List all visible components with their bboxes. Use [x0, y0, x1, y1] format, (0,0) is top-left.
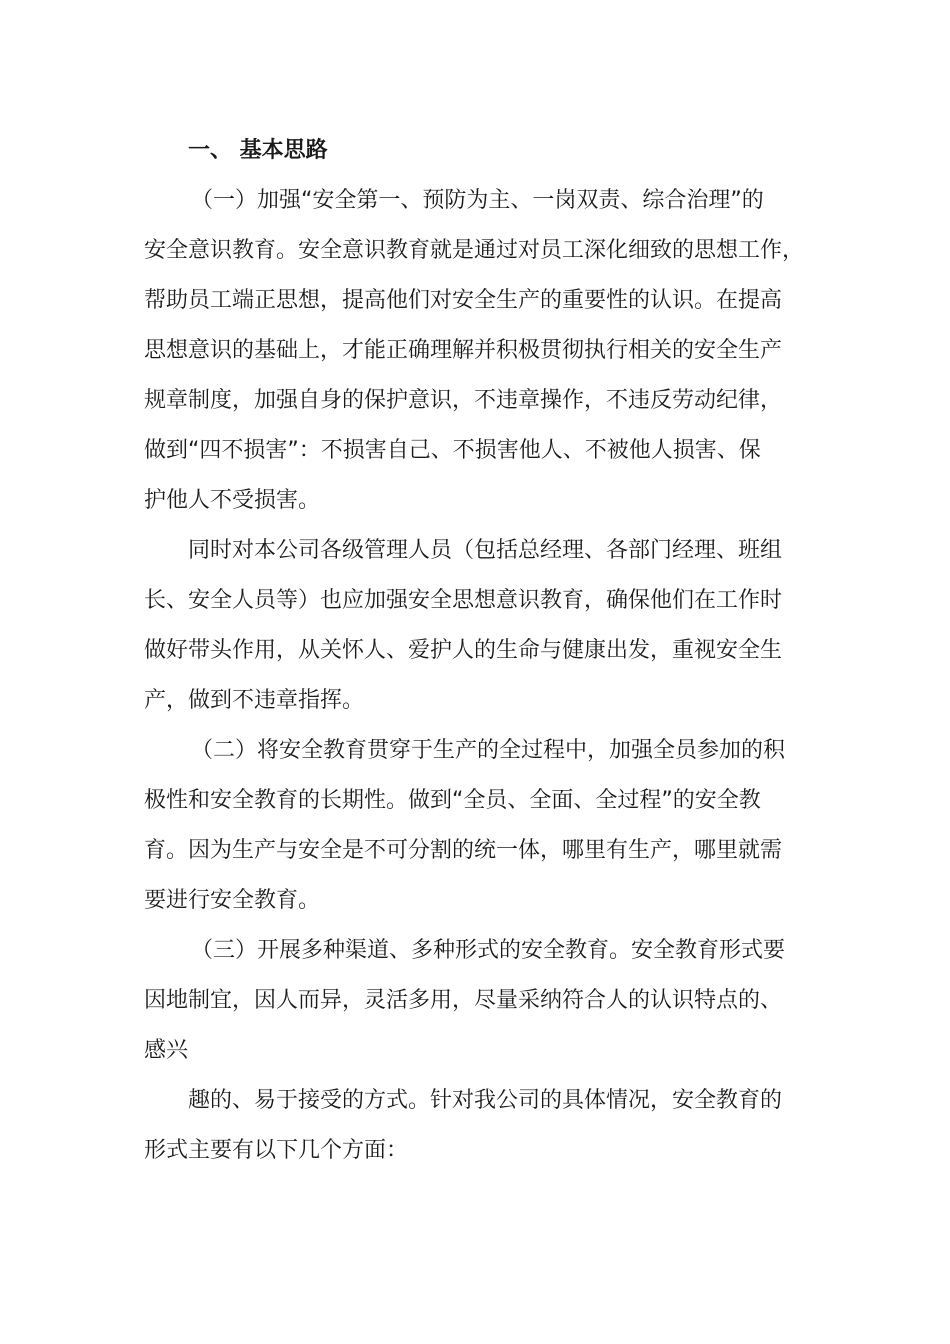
paragraph-line: （三）开展多种渠道、多种形式的安全教育。安全教育形式要 — [191, 938, 786, 963]
paragraph-line: 思想意识的基础上，才能正确理解并积极贯彻执行相关的安全生产 — [144, 338, 783, 363]
section-heading: 一、 基本思路 — [188, 138, 328, 163]
paragraph-line: 趣的、易于接受的方式。针对我公司的具体情况，安全教育的 — [188, 1088, 783, 1113]
paragraph-line: 形式主要有以下几个方面： — [144, 1138, 409, 1163]
paragraph-line: 产，做到不违章指挥。 — [144, 688, 365, 713]
paragraph-line: 护他人不受损害。 — [144, 488, 321, 513]
paragraph-line: 要进行安全教育。 — [144, 888, 321, 913]
paragraph-line: 做到“四不损害”：不损害自己、不损害他人、不被他人损害、保 — [144, 438, 761, 463]
paragraph-line: 育。因为生产与安全是不可分割的统一体，哪里有生产，哪里就需 — [144, 838, 783, 863]
paragraph-line: 长、安全人员等）也应加强安全思想意识教育，确保他们在工作时 — [144, 588, 783, 613]
paragraph-line: 帮助员工端正思想，提高他们对安全生产的重要性的认识。在提高 — [144, 288, 783, 313]
paragraph-line: 规章制度，加强自身的保护意识，不违章操作，不违反劳动纪律， — [144, 388, 783, 413]
paragraph-line: 同时对本公司各级管理人员（包括总经理、各部门经理、班组 — [188, 538, 783, 563]
paragraph-line: （二）将安全教育贯穿于生产的全过程中，加强全员参加的积 — [191, 738, 786, 763]
paragraph-line: 极性和安全教育的长期性。做到“全员、全面、全过程”的安全教 — [144, 788, 761, 813]
paragraph-line: 安全意识教育。安全意识教育就是通过对员工深化细致的思想工作， — [144, 238, 805, 263]
paragraph-line: 因地制宜，因人而异，灵活多用，尽量采纳符合人的认识特点的、 — [144, 988, 783, 1013]
paragraph-line: 做好带头作用，从关怀人、爱护人的生命与健康出发，重视安全生 — [144, 638, 783, 663]
paragraph-line: 感兴 — [144, 1038, 189, 1063]
paragraph-line: （一）加强“安全第一、预防为主、一岗双责、综合治理”的 — [191, 188, 764, 213]
